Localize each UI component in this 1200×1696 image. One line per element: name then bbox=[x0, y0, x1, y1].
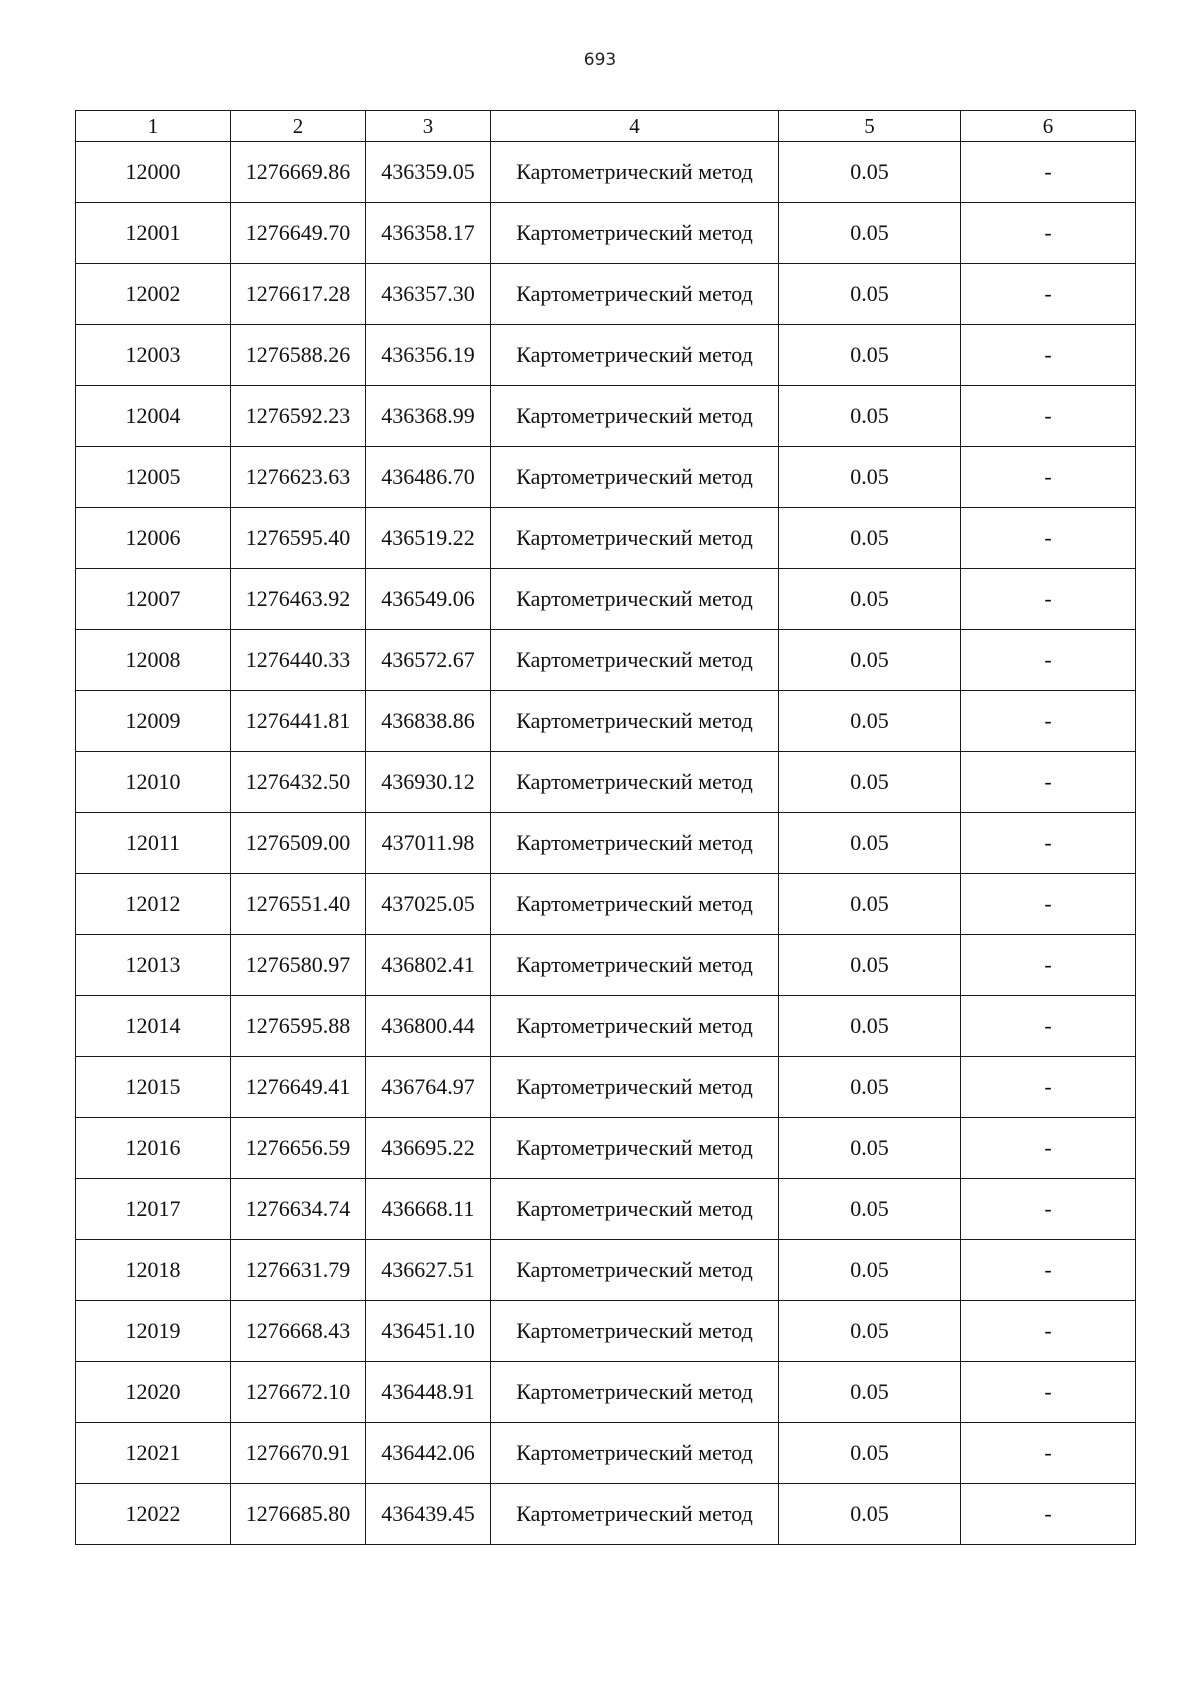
table-header bbox=[76, 111, 1136, 142]
y-coordinate-cell: 436800.44 bbox=[366, 996, 491, 1057]
y-coordinate-cell: 436486.70 bbox=[366, 447, 491, 508]
table-row bbox=[76, 142, 1136, 203]
x-coordinate-cell: 1276623.63 bbox=[231, 447, 366, 508]
x-coordinate-cell: 1276668.43 bbox=[231, 1301, 366, 1362]
table-row bbox=[76, 569, 1136, 630]
method-cell: Картометрический метод bbox=[491, 935, 779, 996]
method-cell: Картометрический метод bbox=[491, 264, 779, 325]
table-row bbox=[76, 447, 1136, 508]
method-cell: Картометрический метод bbox=[491, 996, 779, 1057]
method-cell: Картометрический метод bbox=[491, 1484, 779, 1545]
accuracy-cell: 0.05 bbox=[779, 752, 961, 813]
note-cell: - bbox=[961, 874, 1136, 935]
header-col-3: 3 bbox=[366, 111, 491, 142]
point-number-cell: 12017 bbox=[76, 1179, 231, 1240]
table-row bbox=[76, 691, 1136, 752]
accuracy-cell: 0.05 bbox=[779, 203, 961, 264]
point-number-cell: 12012 bbox=[76, 874, 231, 935]
y-coordinate-cell: 436358.17 bbox=[366, 203, 491, 264]
point-number-cell: 12007 bbox=[76, 569, 231, 630]
accuracy-cell: 0.05 bbox=[779, 1179, 961, 1240]
note-cell: - bbox=[961, 447, 1136, 508]
table-row bbox=[76, 874, 1136, 935]
y-coordinate-cell: 436695.22 bbox=[366, 1118, 491, 1179]
header-col-4: 4 bbox=[491, 111, 779, 142]
method-cell: Картометрический метод bbox=[491, 142, 779, 203]
accuracy-cell: 0.05 bbox=[779, 691, 961, 752]
y-coordinate-cell: 436451.10 bbox=[366, 1301, 491, 1362]
accuracy-cell: 0.05 bbox=[779, 874, 961, 935]
method-cell: Картометрический метод bbox=[491, 203, 779, 264]
point-number-cell: 12010 bbox=[76, 752, 231, 813]
method-cell: Картометрический метод bbox=[491, 447, 779, 508]
point-number-cell: 12020 bbox=[76, 1362, 231, 1423]
accuracy-cell: 0.05 bbox=[779, 1484, 961, 1545]
accuracy-cell: 0.05 bbox=[779, 813, 961, 874]
x-coordinate-cell: 1276592.23 bbox=[231, 386, 366, 447]
x-coordinate-cell: 1276669.86 bbox=[231, 142, 366, 203]
x-coordinate-cell: 1276595.40 bbox=[231, 508, 366, 569]
note-cell: - bbox=[961, 691, 1136, 752]
header-row bbox=[76, 111, 1136, 142]
y-coordinate-cell: 436368.99 bbox=[366, 386, 491, 447]
accuracy-cell: 0.05 bbox=[779, 386, 961, 447]
table-row bbox=[76, 935, 1136, 996]
point-number-cell: 12011 bbox=[76, 813, 231, 874]
point-number-cell: 12022 bbox=[76, 1484, 231, 1545]
point-number-cell: 12015 bbox=[76, 1057, 231, 1118]
y-coordinate-cell: 436802.41 bbox=[366, 935, 491, 996]
header-col-1: 1 bbox=[76, 111, 231, 142]
y-coordinate-cell: 436442.06 bbox=[366, 1423, 491, 1484]
x-coordinate-cell: 1276463.92 bbox=[231, 569, 366, 630]
note-cell: - bbox=[961, 630, 1136, 691]
table-row bbox=[76, 1484, 1136, 1545]
note-cell: - bbox=[961, 813, 1136, 874]
method-cell: Картометрический метод bbox=[491, 691, 779, 752]
table-row bbox=[76, 813, 1136, 874]
y-coordinate-cell: 436448.91 bbox=[366, 1362, 491, 1423]
x-coordinate-cell: 1276685.80 bbox=[231, 1484, 366, 1545]
method-cell: Картометрический метод bbox=[491, 1362, 779, 1423]
note-cell: - bbox=[961, 1484, 1136, 1545]
y-coordinate-cell: 436549.06 bbox=[366, 569, 491, 630]
y-coordinate-cell: 436519.22 bbox=[366, 508, 491, 569]
x-coordinate-cell: 1276631.79 bbox=[231, 1240, 366, 1301]
table-body bbox=[76, 142, 1136, 1545]
table-row bbox=[76, 264, 1136, 325]
point-number-cell: 12001 bbox=[76, 203, 231, 264]
method-cell: Картометрический метод bbox=[491, 752, 779, 813]
point-number-cell: 12021 bbox=[76, 1423, 231, 1484]
point-number-cell: 12000 bbox=[76, 142, 231, 203]
point-number-cell: 12013 bbox=[76, 935, 231, 996]
method-cell: Картометрический метод bbox=[491, 1118, 779, 1179]
accuracy-cell: 0.05 bbox=[779, 1362, 961, 1423]
point-number-cell: 12019 bbox=[76, 1301, 231, 1362]
table-row bbox=[76, 203, 1136, 264]
note-cell: - bbox=[961, 1423, 1136, 1484]
accuracy-cell: 0.05 bbox=[779, 325, 961, 386]
note-cell: - bbox=[961, 203, 1136, 264]
accuracy-cell: 0.05 bbox=[779, 569, 961, 630]
note-cell: - bbox=[961, 1179, 1136, 1240]
y-coordinate-cell: 437025.05 bbox=[366, 874, 491, 935]
x-coordinate-cell: 1276588.26 bbox=[231, 325, 366, 386]
point-number-cell: 12003 bbox=[76, 325, 231, 386]
header-col-6: 6 bbox=[961, 111, 1136, 142]
method-cell: Картометрический метод bbox=[491, 569, 779, 630]
accuracy-cell: 0.05 bbox=[779, 1118, 961, 1179]
note-cell: - bbox=[961, 752, 1136, 813]
table-row bbox=[76, 1179, 1136, 1240]
table-row bbox=[76, 386, 1136, 447]
note-cell: - bbox=[961, 1240, 1136, 1301]
accuracy-cell: 0.05 bbox=[779, 447, 961, 508]
x-coordinate-cell: 1276509.00 bbox=[231, 813, 366, 874]
y-coordinate-cell: 436439.45 bbox=[366, 1484, 491, 1545]
point-number-cell: 12005 bbox=[76, 447, 231, 508]
method-cell: Картометрический метод bbox=[491, 325, 779, 386]
y-coordinate-cell: 436930.12 bbox=[366, 752, 491, 813]
table-row bbox=[76, 1057, 1136, 1118]
table-row bbox=[76, 996, 1136, 1057]
header-col-5: 5 bbox=[779, 111, 961, 142]
accuracy-cell: 0.05 bbox=[779, 996, 961, 1057]
x-coordinate-cell: 1276595.88 bbox=[231, 996, 366, 1057]
header-col-2: 2 bbox=[231, 111, 366, 142]
x-coordinate-cell: 1276634.74 bbox=[231, 1179, 366, 1240]
point-number-cell: 12009 bbox=[76, 691, 231, 752]
x-coordinate-cell: 1276617.28 bbox=[231, 264, 366, 325]
table-row bbox=[76, 1362, 1136, 1423]
method-cell: Картометрический метод bbox=[491, 1240, 779, 1301]
note-cell: - bbox=[961, 508, 1136, 569]
note-cell: - bbox=[961, 142, 1136, 203]
coordinates-table bbox=[75, 110, 1136, 1545]
x-coordinate-cell: 1276441.81 bbox=[231, 691, 366, 752]
x-coordinate-cell: 1276672.10 bbox=[231, 1362, 366, 1423]
note-cell: - bbox=[961, 996, 1136, 1057]
x-coordinate-cell: 1276649.41 bbox=[231, 1057, 366, 1118]
method-cell: Картометрический метод bbox=[491, 630, 779, 691]
table-row bbox=[76, 1240, 1136, 1301]
accuracy-cell: 0.05 bbox=[779, 508, 961, 569]
point-number-cell: 12018 bbox=[76, 1240, 231, 1301]
table-row bbox=[76, 1301, 1136, 1362]
note-cell: - bbox=[961, 1118, 1136, 1179]
point-number-cell: 12014 bbox=[76, 996, 231, 1057]
accuracy-cell: 0.05 bbox=[779, 142, 961, 203]
accuracy-cell: 0.05 bbox=[779, 1240, 961, 1301]
x-coordinate-cell: 1276580.97 bbox=[231, 935, 366, 996]
y-coordinate-cell: 436357.30 bbox=[366, 264, 491, 325]
method-cell: Картометрический метод bbox=[491, 1179, 779, 1240]
note-cell: - bbox=[961, 1301, 1136, 1362]
note-cell: - bbox=[961, 1057, 1136, 1118]
table-row bbox=[76, 325, 1136, 386]
method-cell: Картометрический метод bbox=[491, 874, 779, 935]
table-row bbox=[76, 1118, 1136, 1179]
point-number-cell: 12008 bbox=[76, 630, 231, 691]
note-cell: - bbox=[961, 935, 1136, 996]
y-coordinate-cell: 436627.51 bbox=[366, 1240, 491, 1301]
table-row bbox=[76, 508, 1136, 569]
point-number-cell: 12016 bbox=[76, 1118, 231, 1179]
note-cell: - bbox=[961, 1362, 1136, 1423]
y-coordinate-cell: 436572.67 bbox=[366, 630, 491, 691]
table-row bbox=[76, 1423, 1136, 1484]
y-coordinate-cell: 436838.86 bbox=[366, 691, 491, 752]
note-cell: - bbox=[961, 569, 1136, 630]
table-row bbox=[76, 630, 1136, 691]
x-coordinate-cell: 1276551.40 bbox=[231, 874, 366, 935]
x-coordinate-cell: 1276432.50 bbox=[231, 752, 366, 813]
note-cell: - bbox=[961, 325, 1136, 386]
method-cell: Картометрический метод bbox=[491, 813, 779, 874]
y-coordinate-cell: 437011.98 bbox=[366, 813, 491, 874]
x-coordinate-cell: 1276649.70 bbox=[231, 203, 366, 264]
y-coordinate-cell: 436359.05 bbox=[366, 142, 491, 203]
note-cell: - bbox=[961, 264, 1136, 325]
accuracy-cell: 0.05 bbox=[779, 1423, 961, 1484]
y-coordinate-cell: 436668.11 bbox=[366, 1179, 491, 1240]
note-cell: - bbox=[961, 386, 1136, 447]
x-coordinate-cell: 1276670.91 bbox=[231, 1423, 366, 1484]
accuracy-cell: 0.05 bbox=[779, 935, 961, 996]
page-number: 693 bbox=[583, 50, 617, 70]
accuracy-cell: 0.05 bbox=[779, 1057, 961, 1118]
accuracy-cell: 0.05 bbox=[779, 264, 961, 325]
method-cell: Картометрический метод bbox=[491, 386, 779, 447]
accuracy-cell: 0.05 bbox=[779, 1301, 961, 1362]
method-cell: Картометрический метод bbox=[491, 1423, 779, 1484]
method-cell: Картометрический метод bbox=[491, 1301, 779, 1362]
point-number-cell: 12004 bbox=[76, 386, 231, 447]
table-row bbox=[76, 752, 1136, 813]
point-number-cell: 12006 bbox=[76, 508, 231, 569]
point-number-cell: 12002 bbox=[76, 264, 231, 325]
y-coordinate-cell: 436356.19 bbox=[366, 325, 491, 386]
accuracy-cell: 0.05 bbox=[779, 630, 961, 691]
x-coordinate-cell: 1276656.59 bbox=[231, 1118, 366, 1179]
x-coordinate-cell: 1276440.33 bbox=[231, 630, 366, 691]
y-coordinate-cell: 436764.97 bbox=[366, 1057, 491, 1118]
method-cell: Картометрический метод bbox=[491, 1057, 779, 1118]
method-cell: Картометрический метод bbox=[491, 508, 779, 569]
